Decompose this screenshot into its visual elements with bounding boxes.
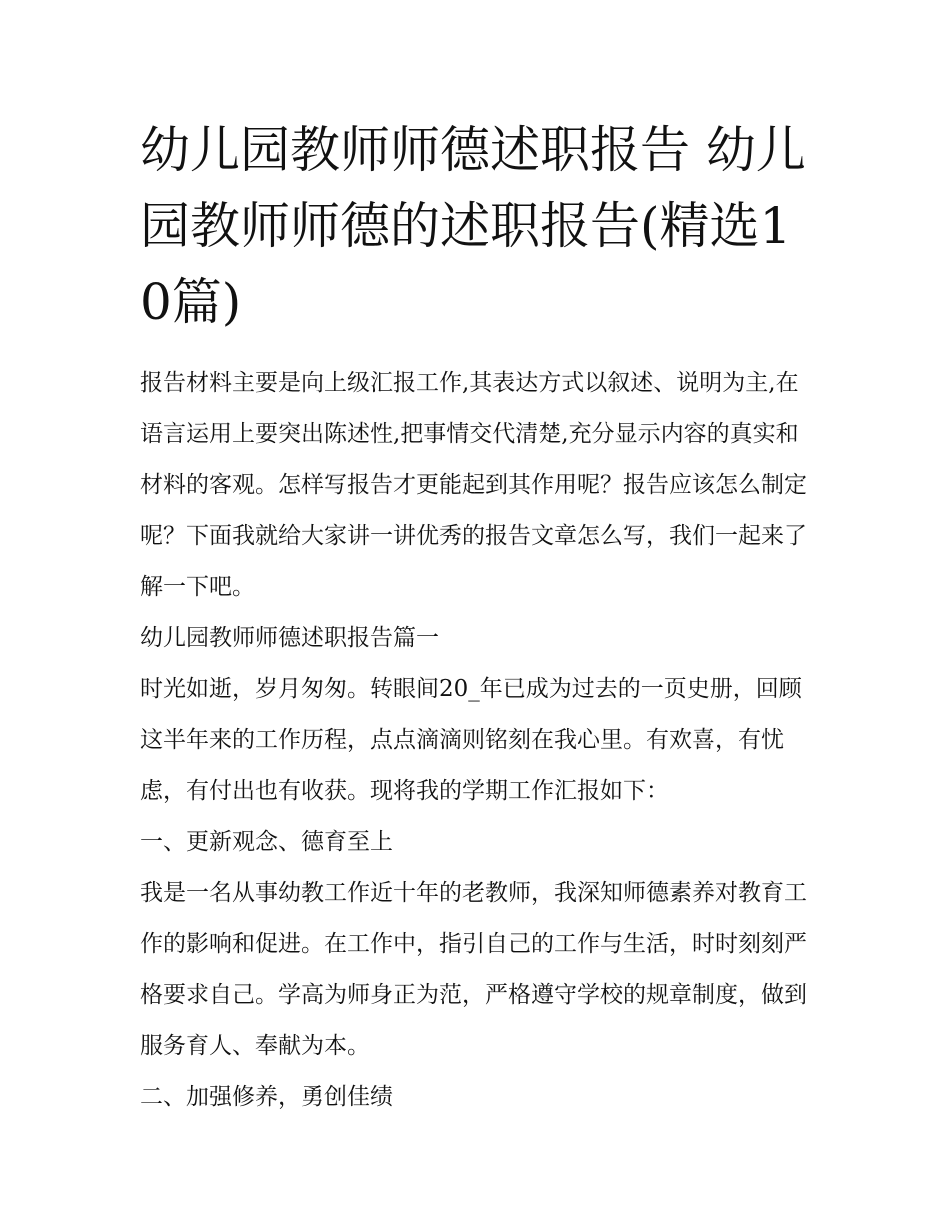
subsection-heading: 一、更新观念、德育至上: [140, 829, 393, 855]
section-heading: 幼儿园教师师德述职报告篇一: [140, 625, 439, 651]
body-paragraph: 时光如逝，岁月匆匆。转眼间20_年已成为过去的一页史册，回顾这半年来的工作历程，点点滴滴则铭刻在我心里。有欢喜，有忧虑，有付出也有收获。现将我的学期工作汇报如下：: [140, 676, 802, 804]
body-paragraph: 我是一名从事幼教工作近十年的老教师，我深知师德素养对教育工作的影响和促进。在工作中，指引自己的工作与生活，时时刻刻严格要求自己。学高为师身正为范，严格遵守学校的规章制度，做到服务育人、奉献为本。: [140, 880, 807, 1059]
subsection-heading: 二、加强修养，勇创佳绩: [140, 1084, 393, 1110]
intro-paragraph: 报告材料主要是向上级汇报工作,其表达方式以叙述、说明为主,在语言运用上要突出陈述性,把事情交代清楚,充分显示内容的真实和材料的客观。怎样写报告才更能起到其作用呢？报告应该怎么制定呢？下面我就给大家讲一讲优秀的报告文章怎么写，我们一起来了解一下吧。: [140, 370, 807, 600]
document-title: 幼儿园教师师德述职报告 幼儿园教师师德的述职报告(精选10篇): [140, 121, 806, 331]
document-body: [140, 112, 815, 1123]
